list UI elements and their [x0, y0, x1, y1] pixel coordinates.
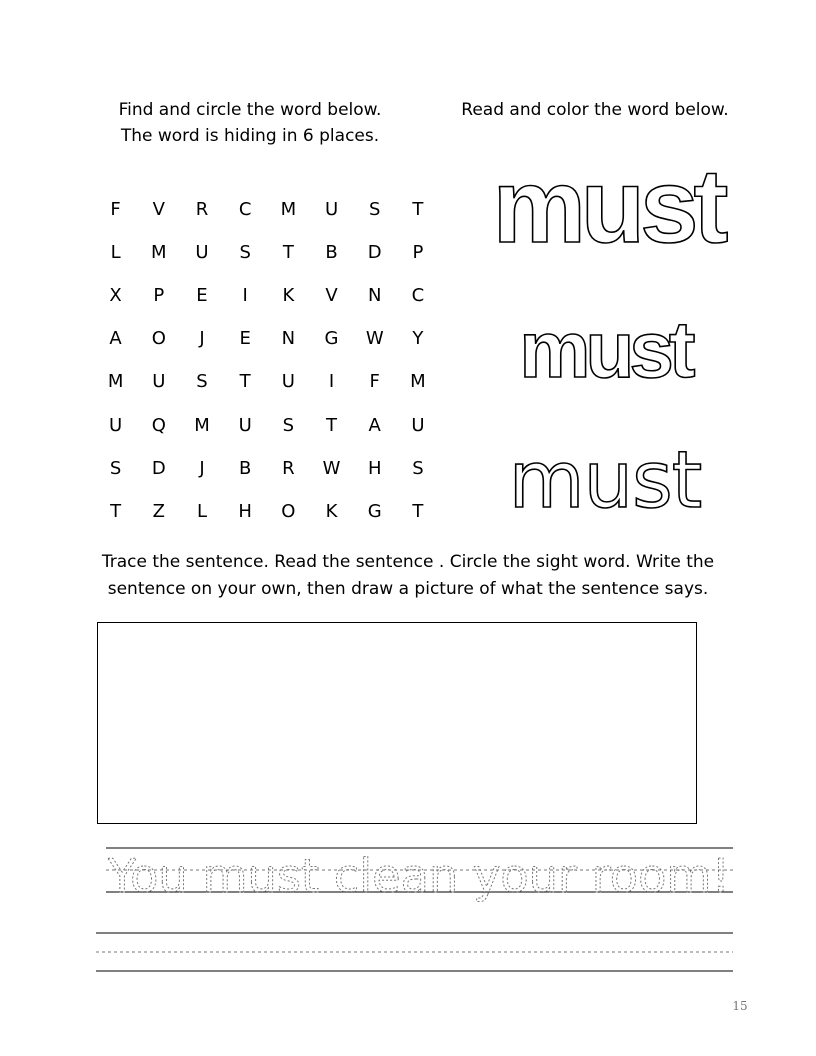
grid-letter[interactable]: W	[365, 328, 384, 350]
grid-letter[interactable]: V	[325, 285, 338, 307]
grid-letter[interactable]: F	[110, 199, 121, 221]
grid-letter[interactable]: R	[195, 199, 209, 221]
grid-letter[interactable]: S	[109, 457, 122, 479]
grid-letter[interactable]: O	[281, 500, 296, 522]
page-number: 15	[732, 999, 748, 1013]
grid-letter[interactable]: C	[238, 199, 252, 221]
grid-letter[interactable]: N	[367, 285, 382, 307]
grid-letter[interactable]: I	[242, 285, 248, 307]
grid-letter[interactable]: H	[367, 457, 382, 479]
grid-letter[interactable]: K	[325, 500, 338, 522]
grid-letter[interactable]: T	[326, 414, 338, 436]
grid-letter[interactable]: U	[411, 414, 425, 436]
grid-letter[interactable]: U	[281, 371, 295, 393]
drawing-box[interactable]	[97, 622, 697, 824]
grid-letter[interactable]: D	[151, 457, 166, 479]
grid-letter[interactable]: M	[107, 371, 124, 393]
grid-letter[interactable]: M	[151, 242, 167, 264]
trace-sentence-text: You must clean your room!	[106, 849, 730, 903]
wordsearch-instruction-line1: Find and circle the word below.	[118, 100, 382, 120]
grid-letter[interactable]: K	[282, 285, 295, 307]
grid-letter[interactable]: X	[109, 285, 122, 307]
grid-letter[interactable]: M	[194, 414, 210, 436]
grid-row	[94, 231, 440, 274]
grid-letter[interactable]: A	[368, 414, 381, 436]
writing-lines[interactable]	[96, 925, 736, 975]
grid-letter[interactable]: T	[239, 371, 251, 393]
grid-letter[interactable]: P	[153, 285, 165, 307]
grid-letter[interactable]: G	[367, 500, 382, 522]
grid-letter[interactable]: M	[410, 371, 426, 393]
grid-row	[94, 317, 440, 360]
grid-letter[interactable]: S	[239, 242, 251, 264]
grid-letter[interactable]: T	[412, 500, 424, 522]
grid-letter[interactable]: S	[412, 457, 424, 479]
grid-letter[interactable]: L	[196, 500, 207, 522]
grid-letter[interactable]: J	[199, 457, 205, 479]
grid-letter[interactable]: T	[412, 199, 424, 221]
grid-letter[interactable]: P	[412, 242, 424, 264]
grid-letter[interactable]: D	[367, 242, 382, 264]
grid-letter[interactable]: C	[411, 285, 425, 307]
grid-letter[interactable]: H	[238, 500, 252, 522]
grid-letter[interactable]: O	[151, 328, 166, 350]
grid-letter[interactable]: J	[199, 328, 205, 350]
outline-word-medium-text: must	[519, 305, 691, 394]
grid-letter[interactable]: B	[325, 242, 338, 264]
grid-letter[interactable]: W	[322, 457, 341, 479]
grid-letter[interactable]: R	[282, 457, 295, 479]
grid-letter[interactable]: S	[196, 371, 208, 393]
color-instruction: Read and color the word below.	[461, 100, 729, 120]
trace-instruction-line2: sentence on your own, then draw a picture of what the sentence says.	[107, 579, 709, 599]
grid-letter[interactable]: N	[281, 328, 296, 350]
grid-row	[94, 447, 440, 490]
grid-letter[interactable]: E	[196, 285, 208, 307]
grid-letter[interactable]: I	[328, 371, 335, 393]
grid-row	[94, 360, 440, 403]
grid-letter[interactable]: Z	[152, 500, 165, 522]
grid-letter[interactable]: S	[282, 414, 295, 436]
grid-row	[94, 490, 440, 533]
grid-letter[interactable]: V	[152, 199, 165, 221]
outline-word-large[interactable]	[478, 148, 738, 265]
grid-letter[interactable]: L	[110, 242, 121, 264]
word-search-grid[interactable]	[94, 188, 440, 533]
grid-letter[interactable]: Y	[412, 328, 424, 350]
grid-letter[interactable]: S	[369, 199, 381, 221]
grid-letter[interactable]: T	[282, 242, 294, 264]
grid-letter[interactable]: U	[238, 414, 252, 436]
grid-letter[interactable]: E	[239, 328, 251, 350]
grid-letter[interactable]: G	[324, 328, 339, 350]
outline-word-large-text: must	[492, 148, 724, 265]
grid-letter[interactable]: U	[195, 242, 209, 264]
grid-row	[94, 274, 440, 317]
grid-letter[interactable]: U	[109, 414, 123, 436]
grid-letter[interactable]: T	[110, 500, 122, 522]
grid-letter[interactable]: U	[324, 199, 339, 221]
grid-letter[interactable]: M	[280, 199, 297, 221]
grid-letter[interactable]: U	[152, 371, 166, 393]
outline-word-medium[interactable]	[510, 305, 700, 394]
grid-row	[94, 188, 440, 231]
grid-letter[interactable]: B	[238, 457, 252, 479]
grid-row	[94, 403, 440, 446]
grid-letter[interactable]: F	[369, 371, 380, 393]
trace-instruction-line1: Trace the sentence. Read the sentence . Circle the sight word. Write the	[101, 552, 715, 572]
grid-letter[interactable]: A	[109, 328, 122, 350]
wordsearch-instructions	[90, 97, 410, 149]
wordsearch-instruction-line2: The word is hiding in 6 places.	[120, 126, 380, 146]
trace-instructions	[70, 549, 746, 603]
outline-word-thin-text: must	[508, 436, 702, 526]
trace-sentence-area[interactable]	[96, 838, 736, 903]
outline-word-thin[interactable]	[493, 436, 718, 526]
grid-letter[interactable]: Q	[151, 414, 166, 436]
